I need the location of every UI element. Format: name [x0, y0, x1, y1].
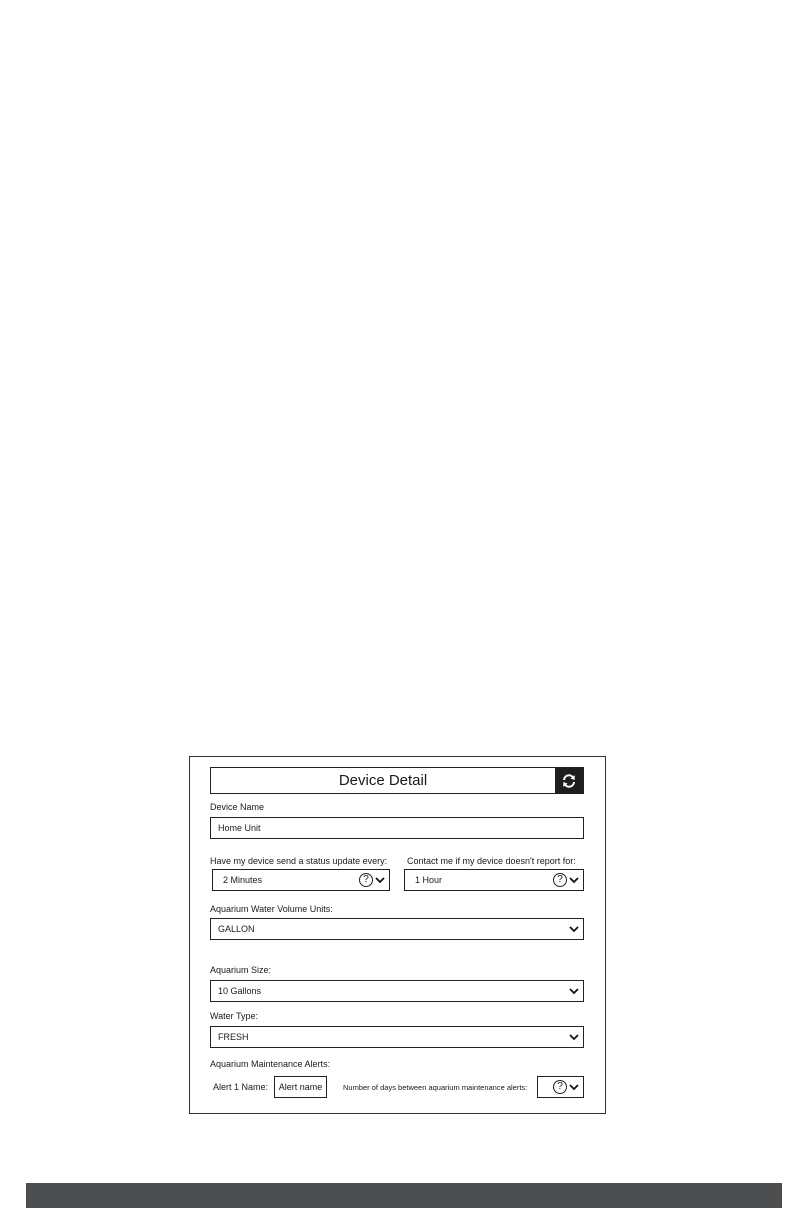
maintenance-alerts-label: Aquarium Maintenance Alerts:: [210, 1059, 331, 1069]
volume-units-select[interactable]: [210, 918, 584, 940]
device-name-label: Device Name: [210, 802, 265, 812]
alert1-name-value: Alert name: [278, 1082, 323, 1092]
contact-select[interactable]: [404, 869, 584, 891]
alert1-name-label: Alert 1 Name:: [213, 1082, 269, 1092]
days-between-alerts-label: Number of days between aquarium maintenance alerts:: [343, 1083, 528, 1092]
chevron-down-icon: [568, 874, 580, 886]
water-type-value: FRESH: [218, 1032, 249, 1042]
chevron-down-icon: [568, 923, 580, 935]
device-detail-header: [210, 767, 584, 794]
days-between-alerts-select[interactable]: [537, 1076, 584, 1098]
aquarium-size-label: Aquarium Size:: [210, 965, 272, 975]
alert1-name-input[interactable]: [274, 1076, 327, 1098]
contact-value: 1 Hour: [415, 875, 443, 885]
status-update-select[interactable]: [212, 869, 390, 891]
refresh-icon: [561, 773, 577, 789]
status-update-label: Have my device send a status update every:: [210, 856, 388, 866]
help-icon[interactable]: ?: [359, 873, 373, 887]
chevron-down-icon: [568, 1031, 580, 1043]
status-update-value: 2 Minutes: [223, 875, 263, 885]
contact-label: Contact me if my device doesn't report for:: [407, 856, 576, 866]
device-name-input[interactable]: [210, 817, 584, 839]
device-detail-panel: [189, 756, 606, 1114]
aquarium-size-value: 10 Gallons: [218, 986, 262, 996]
aquarium-size-select[interactable]: [210, 980, 584, 1002]
chevron-down-icon: [568, 985, 580, 997]
water-type-label: Water Type:: [210, 1011, 259, 1021]
chevron-down-icon: [374, 874, 386, 886]
help-icon[interactable]: ?: [553, 1080, 567, 1094]
chevron-down-icon: [568, 1081, 580, 1093]
refresh-button[interactable]: [555, 768, 583, 793]
footer-bar: [26, 1183, 782, 1208]
volume-units-label: Aquarium Water Volume Units:: [210, 904, 333, 914]
volume-units-value: GALLON: [218, 924, 255, 934]
device-name-value: Home Unit: [218, 823, 261, 833]
page-title: Device Detail: [338, 772, 428, 789]
help-icon[interactable]: ?: [553, 873, 567, 887]
water-type-select[interactable]: [210, 1026, 584, 1048]
